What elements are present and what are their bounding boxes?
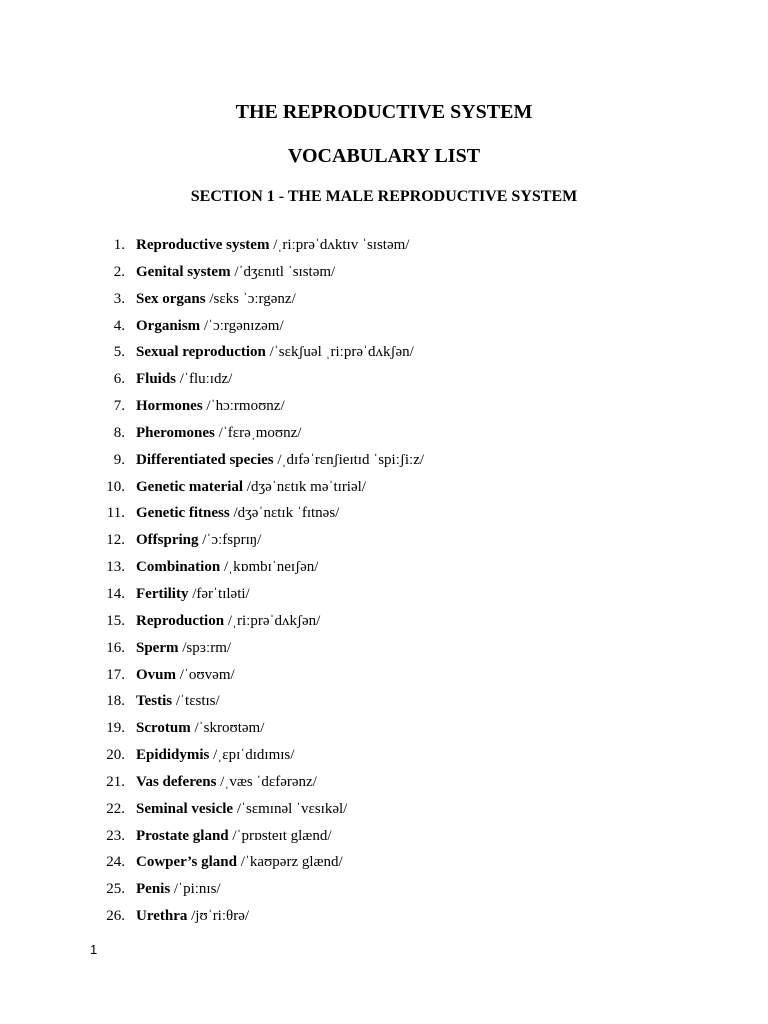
- vocab-term: Sexual reproduction: [136, 344, 266, 361]
- item-number: 3.: [113, 290, 125, 307]
- list-item: [0, 450, 768, 477]
- vocab-term: Offspring: [136, 532, 199, 549]
- item-number: 7.: [113, 398, 125, 415]
- list-item: [0, 718, 768, 745]
- vocab-term: Testis: [136, 693, 173, 710]
- page-number: 1: [90, 942, 98, 957]
- list-item: [0, 423, 768, 450]
- vocab-pronunciation: /ˈhɔːrmoʊnz/: [206, 398, 285, 415]
- list-item: [0, 611, 768, 638]
- item-number: 12.: [106, 532, 125, 549]
- item-number: 9.: [113, 451, 125, 468]
- item-number: 4.: [113, 317, 125, 334]
- vocab-term: Scrotum: [136, 720, 191, 737]
- item-number: 10.: [106, 478, 125, 495]
- vocab-pronunciation: /ˈɔːrgənɪzəm/: [203, 317, 284, 334]
- list-item: [0, 530, 768, 557]
- item-number: 23.: [106, 827, 125, 844]
- list-item: [0, 342, 768, 369]
- item-number: 17.: [106, 666, 125, 683]
- vocab-term: Reproduction: [136, 612, 225, 629]
- list-item: [0, 262, 768, 289]
- list-item: [0, 369, 768, 396]
- vocab-term: Epididymis: [136, 747, 210, 764]
- list-item: [0, 289, 768, 316]
- item-number: 5.: [113, 344, 125, 361]
- vocab-pronunciation: /spɜːrm/: [182, 639, 232, 656]
- vocab-pronunciation: /dʒəˈnɛtɪk ˈfɪtnəs/: [233, 505, 340, 522]
- list-item: [0, 316, 768, 343]
- vocab-term: Seminal vesicle: [136, 800, 234, 817]
- item-number: 20.: [106, 747, 125, 764]
- vocab-term: Cowper’s gland: [136, 854, 237, 871]
- vocab-pronunciation: /fərˈtɪləti/: [192, 585, 250, 602]
- list-item: [0, 826, 768, 853]
- vocab-term: Penis: [136, 881, 171, 898]
- item-number: 18.: [106, 693, 125, 710]
- list-item: [0, 477, 768, 504]
- vocab-pronunciation: /ˈkaʊpərz glænd/: [240, 854, 343, 871]
- vocab-pronunciation: /ˌkɒmbɪˈneɪʃən/: [223, 559, 319, 576]
- vocab-pronunciation: /jʊˈriːθrə/: [191, 908, 250, 925]
- item-number: 14.: [106, 585, 125, 602]
- vocab-pronunciation: /ˈsɛkʃuəl ˌriːprəˈdʌkʃən/: [269, 344, 414, 361]
- vocab-pronunciation: /ˈfɛrəˌmoʊnz/: [218, 424, 302, 441]
- vocab-term: Combination: [136, 559, 221, 576]
- vocab-pronunciation: /ˌriːprəˈdʌktɪv ˈsɪstəm/: [273, 237, 410, 253]
- vocabulary-list: [0, 235, 768, 933]
- vocab-term: Differentiated species: [136, 451, 274, 468]
- vocab-term: Sperm: [136, 639, 179, 656]
- list-item: [0, 557, 768, 584]
- vocab-pronunciation: /ˈfluːɪdz/: [179, 371, 233, 388]
- list-item: [0, 503, 768, 530]
- vocab-pronunciation: /dʒəˈnɛtɪk məˈtɪriəl/: [246, 478, 366, 495]
- vocab-term: Pheromones: [136, 424, 215, 441]
- item-number: 21.: [106, 773, 125, 790]
- item-number: 15.: [106, 612, 125, 629]
- vocab-pronunciation: /ˈsɛmɪnəl ˈvɛsɪkəl/: [236, 800, 348, 817]
- page-subtitle: VOCABULARY LIST: [287, 145, 481, 167]
- vocab-term: Genetic material: [136, 478, 244, 495]
- list-item: [0, 584, 768, 611]
- list-item: [0, 396, 768, 423]
- section-heading: SECTION 1 - THE MALE REPRODUCTIVE SYSTEM: [190, 188, 578, 205]
- list-item: [0, 745, 768, 772]
- item-number: 11.: [106, 505, 125, 522]
- item-number: 6.: [113, 371, 125, 388]
- vocab-term: Organism: [136, 317, 201, 334]
- item-number: 22.: [106, 800, 125, 817]
- vocab-term: Reproductive system: [136, 237, 270, 253]
- vocab-term: Hormones: [136, 398, 203, 415]
- vocab-pronunciation: /ˈdʒɛnɪtl ˈsɪstəm/: [234, 263, 336, 280]
- vocab-pronunciation: /ˌdɪfəˈrɛnʃieɪtɪd ˈspiːʃiːz/: [277, 451, 425, 468]
- vocab-pronunciation: /ˈɔːfsprɪŋ/: [202, 532, 262, 549]
- item-number: 1.: [113, 237, 125, 253]
- list-item: [0, 665, 768, 692]
- vocab-term: Vas deferens: [136, 773, 217, 790]
- page-title: THE REPRODUCTIVE SYSTEM: [235, 101, 533, 123]
- list-item: [0, 235, 768, 262]
- vocab-pronunciation: /sɛks ˈɔːrgənz/: [209, 290, 296, 307]
- list-item: [0, 852, 768, 879]
- list-item: [0, 879, 768, 906]
- item-number: 8.: [113, 424, 125, 441]
- list-item: [0, 691, 768, 718]
- vocab-pronunciation: /ˈprɒsteɪt glænd/: [232, 827, 332, 844]
- list-item: [0, 638, 768, 665]
- vocab-term: Prostate gland: [136, 827, 229, 844]
- item-number: 26.: [106, 908, 125, 925]
- list-item: [0, 799, 768, 826]
- vocab-pronunciation: /ˈskroʊtəm/: [194, 720, 265, 737]
- vocab-pronunciation: /ˈoʊvəm/: [179, 666, 235, 683]
- vocab-pronunciation: /ˌvæs ˈdɛfərənz/: [220, 773, 317, 790]
- vocab-term: Fluids: [136, 371, 177, 388]
- item-number: 13.: [106, 559, 125, 576]
- vocab-term: Fertility: [136, 585, 189, 602]
- list-item: [0, 906, 768, 933]
- vocab-pronunciation: /ˈtɛstɪs/: [175, 693, 220, 710]
- item-number: 16.: [106, 639, 125, 656]
- vocab-pronunciation: /ˌɛpɪˈdɪdɪmɪs/: [213, 747, 295, 764]
- item-number: 24.: [106, 854, 125, 871]
- item-number: 2.: [113, 263, 125, 280]
- vocab-term: Genital system: [136, 263, 231, 280]
- vocab-term: Genetic fitness: [136, 505, 230, 522]
- item-number: 25.: [106, 881, 125, 898]
- vocab-term: Ovum: [136, 666, 177, 683]
- vocab-pronunciation: /ˈpiːnɪs/: [173, 881, 221, 898]
- item-number: 19.: [106, 720, 125, 737]
- vocab-pronunciation: /ˌriːprəˈdʌkʃən/: [227, 612, 321, 629]
- list-item: [0, 772, 768, 799]
- vocab-term: Urethra: [136, 908, 188, 925]
- vocab-term: Sex organs: [136, 290, 206, 307]
